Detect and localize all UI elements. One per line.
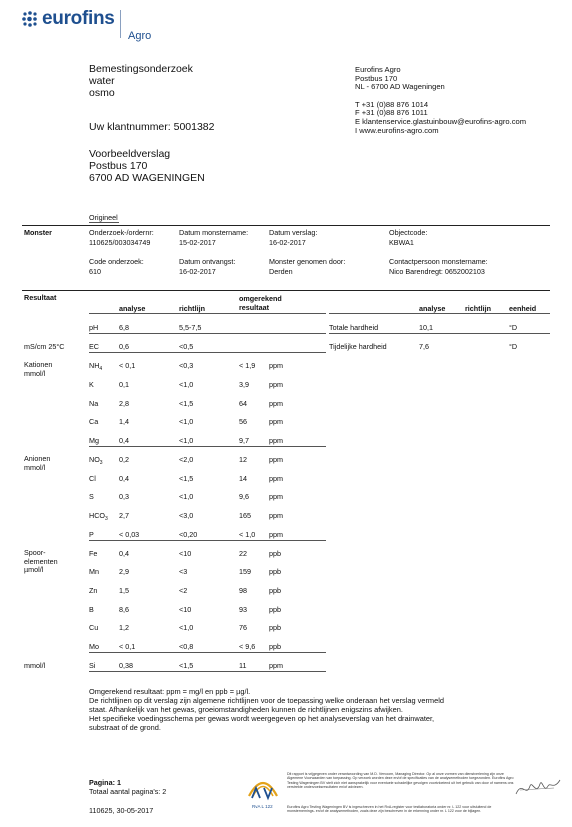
row-divider [89,671,326,672]
report-title-line: osmo [89,87,115,99]
parameter-symbol: Zn [89,586,98,595]
parameter-name [89,642,99,651]
parameter-name [89,623,98,632]
parameter-symbol: Si [89,661,96,670]
parameter-name [89,436,99,445]
parameter-symbol: HCO [89,511,105,520]
note-line: Omgerekend resultaat: ppm = mg/l en ppb = µg/l. [89,687,251,696]
parameter-name [89,549,97,558]
analyse-value: < 0,03 [119,530,140,539]
rva-label: RvA L 122 [252,804,273,809]
field-label: Objectcode: [389,228,428,237]
unit-value: ppm [269,474,283,483]
website-line[interactable]: I www.eurofins-agro.com [355,125,439,135]
field-label: Code onderzoek: [89,257,144,266]
right-header-eenheid: eenheid [509,304,537,313]
divider [329,333,550,334]
col-header-richtlijn: richtlijn [179,304,205,313]
parameter-name [89,380,94,389]
address-line: Postbus 170 [355,73,398,83]
richtlijn-value: <1,5 [179,474,194,483]
analyse-value: 0,1 [119,380,129,389]
parameter-name [89,661,95,670]
richtlijn-value: <1,5 [179,399,194,408]
unit-value: ppb [269,642,281,651]
omgerekend-value: 165 [239,511,251,520]
row-divider [89,540,326,541]
richtlijn-value: <0,5 [179,342,194,351]
report-title-line: water [89,75,115,87]
parameter-symbol: NH [89,361,100,370]
total-pages: Totaal aantal pagina's: 2 [89,787,167,796]
parameter-symbol: NO [89,455,100,464]
omgerekend-value: 56 [239,417,247,426]
omgerekend-value: 159 [239,567,251,576]
omgerekend-value: 64 [239,399,247,408]
address-line: Eurofins Agro [355,65,401,74]
unit-value: ppb [269,623,281,632]
brand-sub: Agro [128,30,152,42]
rva-logo [246,774,280,814]
unit-value: ppm [269,661,283,670]
parameter-symbol: Mn [89,567,99,576]
object-code: KBWA1 [389,238,414,247]
parameter-name [89,530,94,539]
group-label-line: elementen [24,556,58,566]
email-line[interactable]: E klantenservice.glastuinbouw@eurofins-agro.com [355,116,527,126]
unit-value: ppm [269,417,283,426]
omgerekend-value: < 1,0 [239,530,256,539]
monster-section-label: Monster [24,228,52,237]
richtlijn-value: <3 [179,567,188,576]
group-label [24,455,50,472]
parameter-symbol: Ca [89,417,99,426]
address-line: NL - 6700 AD Wageningen [355,82,445,92]
divider [89,222,119,223]
richtlijn-value: <1,0 [179,436,194,445]
parameter-name [89,361,102,372]
parameter-name [89,399,98,408]
report-date: 16-02-2017 [269,238,306,247]
client-number: Uw klantnummer: 5001382 [89,121,215,133]
eurofins-logo [22,8,162,44]
field-label: Datum monstername: [179,228,249,237]
legal-text-2: Eurofins Agro Testing Wageningen BV is ingeschreven in het RvA-register voor testlaboratoria onder nr. L 122 voor uitsluitend de monsternemings- en/of de analysemethoden, zoals deze zijn beschreven in de erkenning onder nr. L 122 voor de bijlagen. [287,805,492,814]
parameter-symbol: Fe [89,549,98,558]
analyse-value: 1,4 [119,417,129,426]
col-header-analyse: analyse [119,304,146,313]
unit-value: ppm [269,455,283,464]
logo-divider [120,10,121,38]
unit-group-label: mmol/l [24,661,46,670]
sampled-by: Derden [269,267,293,276]
hardness-value: 7,6 [419,342,429,351]
note-line: staat. Afhankelijk van het gewas, groeiomstandigheden kunnen de richtlijnen enigszins afwijken. [89,705,403,714]
omgerekend-value: 14 [239,474,247,483]
recipient-line: Voorbeeldverslag [89,148,171,160]
analyse-value: 2,7 [119,511,129,520]
analyse-value: 0,4 [119,436,129,445]
field-label: Datum ontvangst: [179,257,236,266]
header-line: resultaat [239,302,269,312]
resultaat-section-label: Resultaat [24,293,57,302]
field-label: Monster genomen door: [269,257,346,266]
unit-value: ppm [269,511,283,520]
eurofins-dots-icon [22,11,40,29]
parameter-symbol: EC [89,342,99,351]
unit-value: ppm [269,492,283,501]
analyse-value: 1,5 [119,586,129,595]
analyse-value: 1,2 [119,623,129,632]
report-title [89,63,193,99]
group-label-line: Anionen [24,454,51,463]
richtlijn-value: <1,5 [179,661,194,670]
unit-value: ppb [269,586,281,595]
field-label: Onderzoek-/ordernr: [89,228,154,237]
omgerekend-value: 9,7 [239,436,249,445]
note-line: De richtlijnen op dit verslag zijn algemene richtlijnen voor de toepassing welke onderaan het verslag vermeld [89,696,444,705]
group-label [24,549,58,575]
group-label [24,361,52,378]
richtlijn-value: <10 [179,549,192,558]
recipient-address [89,148,205,184]
parameter-name [89,455,103,466]
parameter-symbol: B [89,605,94,614]
parameter-symbol: K [89,380,94,389]
richtlijn-value: <0,20 [179,530,198,539]
analyse-value: < 0,1 [119,361,136,370]
unit-value: ppm [269,361,283,370]
footer-code: 110625, 30-05-2017 [89,806,154,815]
brand-name: eurofins [42,8,115,29]
analyse-value: 0,4 [119,549,129,558]
contact-person: Nico Barendregt: 0652002103 [389,267,485,276]
analyse-value: 8,6 [119,605,129,614]
divider [22,290,550,291]
parameter-name [89,492,94,501]
header-line: omgerekend [239,294,282,303]
analyse-value: 0,6 [119,342,129,351]
parameter-subscript: 3 [99,460,103,466]
hardness-name: Totale hardheid [329,323,379,332]
divider [22,225,550,226]
omgerekend-value: 22 [239,549,247,558]
analyse-value: 0,3 [119,492,129,501]
parameter-symbol: Cl [89,474,96,483]
richtlijn-value: <10 [179,605,192,614]
richtlijn-value: <0,8 [179,642,194,651]
analyse-value: 2,8 [119,399,129,408]
unit-value: ppb [269,567,281,576]
unit-value: ppm [269,380,283,389]
omgerekend-value: < 1,9 [239,361,256,370]
row-divider [89,446,326,447]
recipient-line: Postbus 170 [89,160,148,172]
row-divider [89,333,326,334]
header-underline [89,313,326,314]
omgerekend-value: 93 [239,605,247,614]
omgerekend-value: 3,9 [239,380,249,389]
omgerekend-value: 76 [239,623,247,632]
analyse-value: 6,8 [119,323,129,332]
sample-date: 15-02-2017 [179,238,216,247]
field-label: Contactpersoon monstername: [389,257,488,266]
parameter-subscript: 4 [99,366,103,372]
unit-value: ppb [269,605,281,614]
analyse-value: 0,38 [119,661,133,670]
parameter-symbol: Cu [89,623,99,632]
page-number: Pagina: 1 [89,778,121,787]
report-title-line: Bemestingsonderzoek [89,63,193,75]
parameter-name [89,511,108,522]
parameter-symbol: Mo [89,642,99,651]
receipt-date: 16-02-2017 [179,267,216,276]
research-code: 610 [89,267,101,276]
field-label: Datum verslag: [269,228,318,237]
richtlijn-value: <1,0 [179,492,194,501]
group-label-line: Kationen [24,360,53,369]
unit-value: ppm [269,436,283,445]
right-header-underline [329,313,550,314]
parameter-name [89,586,97,595]
richtlijn-value: <1,0 [179,380,194,389]
lab-address [355,66,526,135]
parameter-name [89,567,99,576]
signature-icon [514,776,562,800]
row-divider [89,352,326,353]
unit-value: ppb [269,549,281,558]
notes [89,687,444,732]
parameter-name [89,474,96,483]
hardness-unit: °D [509,342,518,351]
richtlijn-value: <2 [179,586,188,595]
unit-value: ppm [269,399,283,408]
right-header-richtlijn: richtlijn [465,304,491,313]
group-label-line: mmol/l [24,368,46,378]
row-divider [89,652,326,653]
omgerekend-value: 11 [239,661,247,670]
origineel-label: Origineel [89,213,118,222]
richtlijn-value: <3,0 [179,511,194,520]
right-header-analyse: analyse [419,304,446,313]
analyse-value: 0,2 [119,455,129,464]
phone-line: T +31 (0)88 876 1014 [355,99,429,109]
parameter-name [89,605,94,614]
richtlijn-value: <0,3 [179,361,194,370]
parameter-name [89,323,98,332]
unit-group-label: mS/cm 25°C [24,342,65,351]
richtlijn-value: <1,0 [179,417,194,426]
parameter-symbol: pH [89,323,99,332]
parameter-subscript: 3 [104,516,108,522]
unit-value: ppm [269,530,283,539]
hardness-unit: °D [509,323,518,332]
parameter-symbol: P [89,530,94,539]
recipient-line: 6700 AD WAGENINGEN [89,172,205,184]
hardness-name: Tijdelijke hardheid [329,342,387,351]
parameter-name [89,342,99,351]
parameter-symbol: Mg [89,436,99,445]
note-line: substraat of de grond. [89,723,161,732]
omgerekend-value: 98 [239,586,247,595]
richtlijn-value: 5,5-7,5 [179,323,202,332]
parameter-name [89,417,98,426]
group-label-line: Spoor- [24,548,46,557]
analyse-value: 0,4 [119,474,129,483]
hardness-value: 10,1 [419,323,433,332]
order-number: 110625/003034749 [89,238,151,247]
omgerekend-value: 9,6 [239,492,249,501]
parameter-symbol: Na [89,399,99,408]
omgerekend-value: < 9,6 [239,642,256,651]
richtlijn-value: <2,0 [179,455,194,464]
group-label-line: µmol/l [24,565,44,574]
group-label-line: mmol/l [24,462,46,472]
analyse-value: < 0,1 [119,642,136,651]
analyse-value: 2,9 [119,567,129,576]
omgerekend-value: 12 [239,455,247,464]
rva-accreditation-icon [246,774,280,804]
note-line: Het specifieke voedingsschema per gewas wordt weergegeven op het analyseverslag van het drainwater, [89,714,435,723]
legal-text-1: Dit rapport is vrijgegeven onder verantwoording van M.D. Vervoorn, Managing Director. Op al onze vormen van dienstverlening zijn onze Algemene Voorwaarden van toepassing. Op verzoek worden deze en/of de specificaties van de analysemethoden toegezonden. Eurofins Agro Testing Wageningen BV stelt zich niet aansprakelijk voor eventuele schadelijke gevolgen voortvloeiend uit het gebruik van door of namens ons verstrekte onderzoeksresultaten en/of adviezen. [287,772,514,789]
col-header-omgerekend [239,295,282,312]
richtlijn-value: <1,0 [179,623,194,632]
parameter-symbol: S [89,492,94,501]
fax-line: F +31 (0)88 876 1011 [355,108,428,118]
